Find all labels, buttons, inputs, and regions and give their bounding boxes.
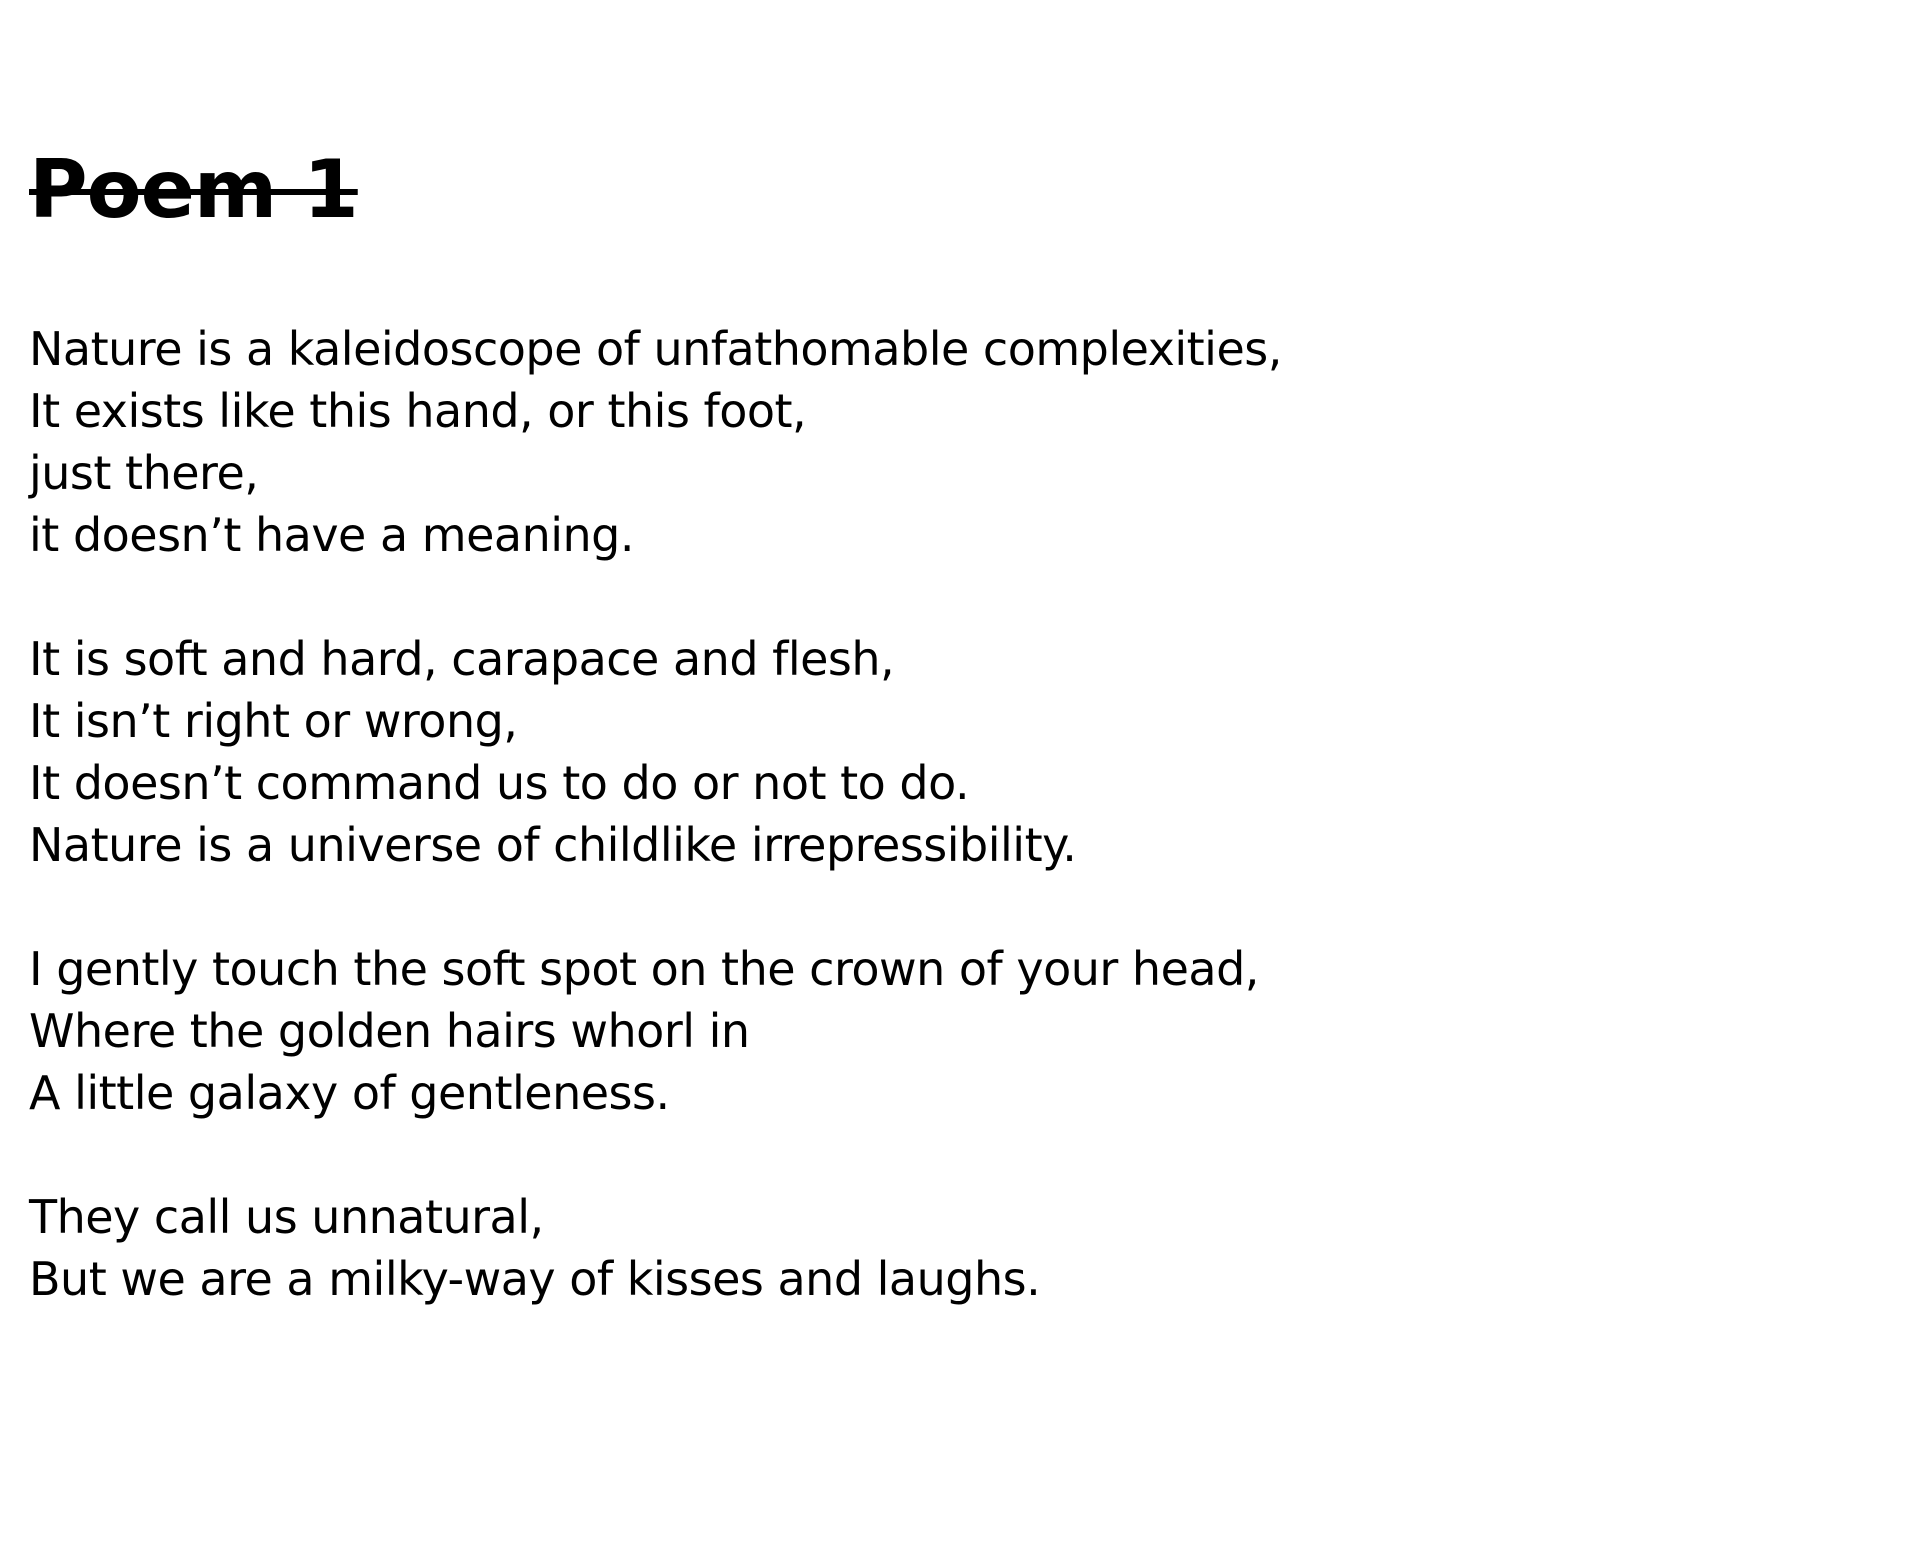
poem-line: it doesn’t have a meaning. — [29, 508, 634, 562]
poem-line: A little galaxy of gentleness. — [29, 1066, 670, 1120]
poem-body — [29, 318, 1889, 1310]
poem-line: It isn’t right or wrong, — [29, 694, 518, 748]
poem-line: It is soft and hard, carapace and flesh, — [29, 632, 895, 686]
poem-line: It doesn’t command us to do or not to do. — [29, 756, 970, 810]
poem-title: Poem 1 — [29, 143, 358, 236]
document-page — [29, 143, 1889, 1372]
poem-line: It exists like this hand, or this foot, — [29, 384, 807, 438]
poem-line: They call us unnatural, — [29, 1190, 544, 1244]
poem-line: But we are a milky-way of kisses and laughs. — [29, 1252, 1041, 1306]
poem-line: Where the golden hairs whorl in — [29, 1004, 750, 1058]
poem-line: just there, — [29, 446, 259, 500]
stanza-2 — [29, 628, 1889, 876]
stanza-1 — [29, 318, 1889, 566]
stanza-3 — [29, 938, 1889, 1124]
poem-line: Nature is a kaleidoscope of unfathomable complexities, — [29, 322, 1282, 376]
poem-line: Nature is a universe of childlike irrepressibility. — [29, 818, 1077, 872]
poem-line: I gently touch the soft spot on the crown of your head, — [29, 942, 1259, 996]
stanza-4 — [29, 1186, 1889, 1310]
